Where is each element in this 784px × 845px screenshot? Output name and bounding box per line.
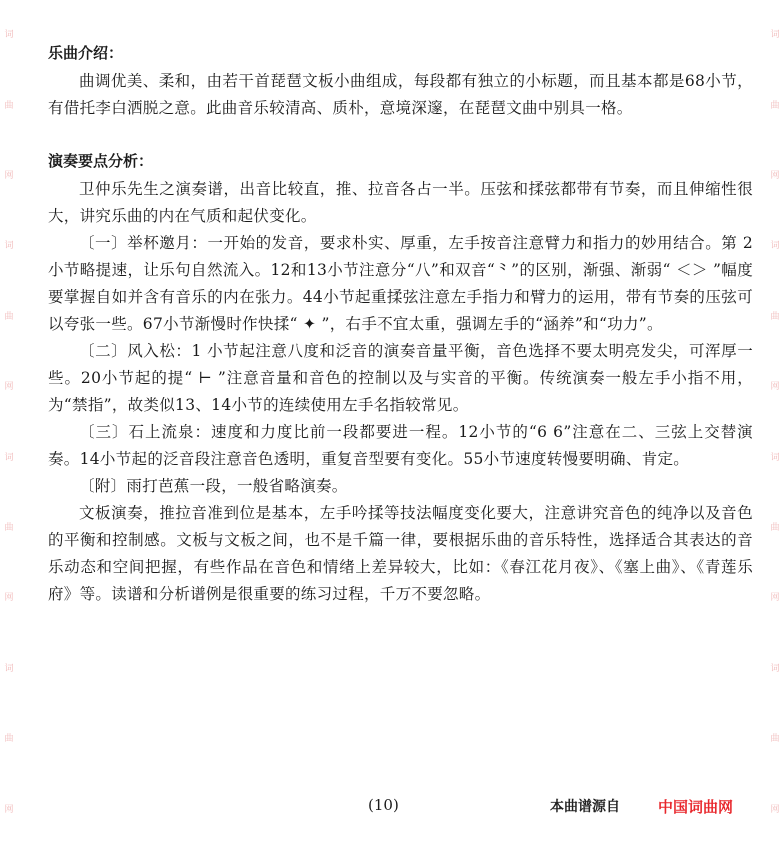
watermark-text: 曲 xyxy=(770,523,780,534)
intro-paragraph: 曲调优美、柔和，由若干首琵琶文板小曲组成，每段都有独立的小标题，而且基本都是68小节，有借托李白洒脱之意。此曲音乐较清高、质朴，意境深邃，在琵琶文曲中别具一格。 xyxy=(48,72,753,117)
watermark-text: 词 xyxy=(4,452,14,463)
analysis-heading: 演奏要点分析： xyxy=(48,152,154,170)
watermark-text: 曲 xyxy=(770,311,780,322)
analysis-section xyxy=(48,146,753,608)
watermark-text: 网 xyxy=(4,593,14,604)
section-gap xyxy=(48,122,753,146)
watermark-text: 网 xyxy=(770,171,780,182)
analysis-paragraph-summary: 文板演奏，推拉音准到位是基本，左手吟揉等技法幅度变化要大，注意讲究音色的纯净以及音色的平衡和控制感。文板与文板之间，也不是千篇一律，要根据乐曲的音乐特性，选择适合其表达的音乐动态和空间把握，有些作品在音色和情绪上差异较大，比如：《春江花月夜》、《塞上曲》、《青莲乐府》等。读谱和分析谱例是很重要的练习过程，千万不要忽略。 xyxy=(48,504,753,603)
analysis-paragraph: 卫仲乐先生之演奏谱，出音比较直，推、拉音各占一半。压弦和揉弦都带有节奏，而且伸缩性很大，讲究乐曲的内在气质和起伏变化。 xyxy=(48,180,753,225)
watermark-text: 网 xyxy=(770,804,780,815)
watermark-text: 网 xyxy=(770,593,780,604)
analysis-paragraph-part-3: 〔三〕石上流泉：速度和力度比前一段都要进一程。12小节的“6 6”注意在二、三弦上交替演奏。14小节起的泛音段注意音色透明，重复音型要有变化。55小节速度转慢要明确、肯定。 xyxy=(48,423,753,468)
watermark-text: 词 xyxy=(4,241,14,252)
analysis-paragraph-part-1: 〔一〕举杯邀月：一开始的发音，要求朴实、厚重，左手按音注意臂力和指力的妙用结合。第 2 小节略提速，让乐句自然流入。12和13小节注意分“八”和双音“⺀”的区别，渐强、渐弱“ ＜＞ ”幅度要掌握自如并含有音乐的内在张力。44小节起重揉弦注意左手指力和臂力的运用，带有节奏的压弦可以夸张一些。67小节渐慢时作快揉“ ✦ ”，右手不宜太重，强调左手的“涵养”和“功力”。 xyxy=(48,234,753,333)
watermark-text: 词 xyxy=(4,663,14,674)
watermark-text: 词 xyxy=(770,663,780,674)
watermark-text: 网 xyxy=(4,804,14,815)
watermark-text: 词 xyxy=(770,30,780,41)
watermark-right xyxy=(768,0,782,845)
watermark-text: 曲 xyxy=(4,734,14,745)
watermark-text: 词 xyxy=(770,452,780,463)
document-body xyxy=(48,38,753,608)
intro-section xyxy=(48,38,753,122)
watermark-text: 词 xyxy=(770,241,780,252)
intro-heading: 乐曲介绍： xyxy=(48,44,124,62)
watermark-text: 网 xyxy=(4,171,14,182)
watermark-text: 曲 xyxy=(4,100,14,111)
page-number: (10) xyxy=(368,796,399,814)
watermark-text: 词 xyxy=(4,30,14,41)
watermark-text: 网 xyxy=(4,382,14,393)
watermark-text: 曲 xyxy=(4,311,14,322)
watermark-text: 曲 xyxy=(4,523,14,534)
watermark-text: 网 xyxy=(770,382,780,393)
watermark-text: 曲 xyxy=(770,734,780,745)
source-label: 本曲谱源自 xyxy=(550,799,620,815)
source-site-link[interactable]: 中国词曲网 xyxy=(658,798,734,816)
analysis-paragraph-appendix: 〔附〕雨打芭蕉一段，一般省略演奏。 xyxy=(79,477,348,495)
analysis-paragraph-part-2: 〔二〕风入松：1 小节起注意八度和泛音的演奏音量平衡，音色选择不要太明亮发尖，可浑厚一些。20小节起的提“ ⊢ ”注意音量和音色的控制以及与实音的平衡。传统演奏一般左手小指不用，为“禁指”，故类似13、14小节的连续使用左手名指较常见。 xyxy=(48,342,753,414)
watermark-text: 曲 xyxy=(770,100,780,111)
page-footer xyxy=(0,796,784,820)
watermark-left xyxy=(2,0,16,845)
